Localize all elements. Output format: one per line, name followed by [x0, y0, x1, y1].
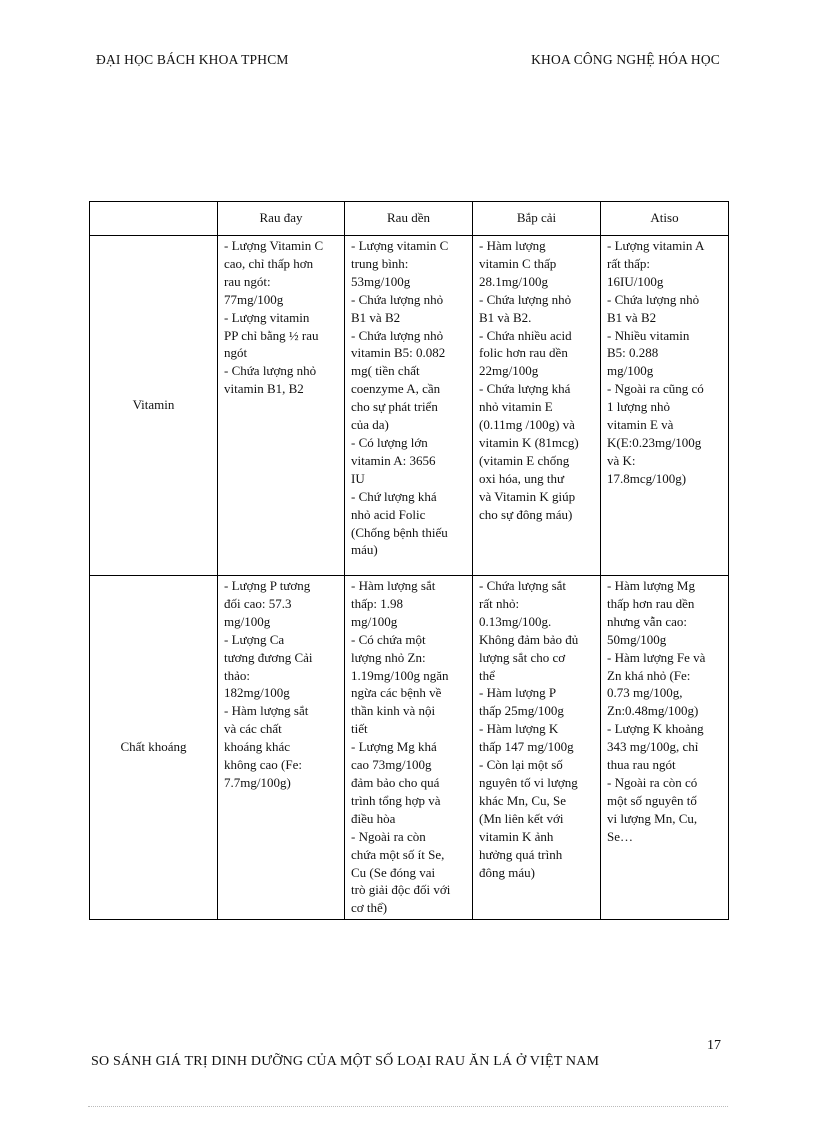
cell-line: K(E:0.23mg/100g [607, 434, 702, 450]
cell-line: Cu (Se đóng vai [351, 864, 436, 880]
cell-line: - Nhiều vitamin [607, 327, 690, 343]
cell-line: thấp 25mg/100g [479, 703, 564, 719]
cell-line: - Hàm lượng P [479, 685, 557, 701]
cell-line: 22mg/100g [479, 363, 539, 379]
cell-line: vitamin B1, B2 [224, 381, 304, 397]
cell-line: rất thấp: [607, 255, 650, 271]
cell-line: vitamin E và [607, 417, 674, 433]
cell-line: mg/100g [351, 613, 398, 629]
cell-line: oxi hóa, ung thư [479, 470, 565, 486]
cell-line: nhỏ acid Folic [351, 506, 426, 522]
cell-line: đông máu) [479, 864, 535, 880]
cell-line: - Chứa lượng nhỏ [607, 291, 700, 307]
cell-line: đảm bảo cho quá [351, 774, 440, 790]
cell-line: hưởng quá trình [479, 846, 563, 862]
cell-line: - Hàm lượng sắt [351, 578, 436, 593]
cell-line: vitamin K ảnh [479, 828, 554, 844]
column-header-atiso: Atiso [601, 202, 729, 236]
cell-line: vi lượng Mn, Cu, [607, 810, 698, 826]
cell-line: mg( tiền chất [351, 363, 420, 379]
cell-line: máu) [351, 542, 378, 558]
cell-line: vitamin K (81mcg) [479, 434, 579, 450]
cell-line: 0.13mg/100g. [479, 613, 552, 629]
cell-line: mg/100g [607, 363, 654, 379]
cell-line: vitamin A: 3656 [351, 452, 436, 468]
row-label-chat-khoang: Chất khoáng [90, 576, 218, 920]
cell-line: Zn khá nhỏ (Fe: [607, 667, 691, 683]
cell-line: vitamin B5: 0.082 [351, 345, 446, 361]
cell-line: - Lượng vitamin A [607, 238, 705, 253]
cell-line: - Chứa lượng sắt [479, 578, 567, 593]
cell-vitamin-atiso [601, 236, 729, 576]
cell-vitamin-bap-cai [473, 236, 601, 576]
cell-khoang-bap-cai [473, 576, 601, 920]
cell-line: không cao (Fe: [224, 757, 302, 773]
cell-line: thấp 147 mg/100g [479, 739, 574, 755]
footer-divider [88, 1106, 728, 1107]
cell-line: Zn:0.48mg/100g) [607, 703, 699, 719]
footer-title: SO SÁNH GIÁ TRỊ DINH DƯỠNG CỦA MỘT SỐ LOẠI RAU ĂN LÁ Ở VIỆT NAM [91, 1054, 600, 1069]
cell-line: cho sự phát triển [351, 399, 438, 415]
table-row-chat-khoang [90, 576, 729, 920]
cell-line: B1 và B2 [607, 309, 657, 325]
cell-line: - Lượng Mg khá [351, 739, 437, 755]
cell-line: - Hàm lượng [479, 238, 546, 253]
cell-line: - Hàm lượng Mg [607, 578, 695, 593]
cell-line: - Chứa nhiều acid [479, 327, 572, 343]
cell-line: 16IU/100g [607, 273, 664, 289]
cell-khoang-rau-den [345, 576, 473, 920]
cell-line: (Chống bệnh thiếu [351, 524, 448, 540]
cell-line: - Còn lại một số [479, 757, 563, 773]
cell-line: - Lượng Vitamin C [224, 238, 324, 253]
cell-line: - Hàm lượng Fe và [607, 649, 706, 665]
cell-line: trò giải độc đối với [351, 882, 451, 898]
cell-line: 17.8mcg/100g) [607, 470, 687, 486]
cell-line: ngót [224, 345, 248, 361]
cell-line: đối cao: 57.3 [224, 595, 292, 611]
cell-line: - Có lượng lớn [351, 434, 428, 450]
cell-line: 28.1mg/100g [479, 273, 548, 289]
cell-line: khác Mn, Cu, Se [479, 792, 567, 808]
cell-line: nguyên tố vi lượng [479, 774, 578, 790]
cell-line: 1.19mg/100g ngăn [351, 667, 449, 683]
cell-line: nhưng vẫn cao: [607, 613, 687, 629]
cell-line: một số nguyên tố [607, 792, 697, 808]
cell-line: thần kinh và nội [351, 703, 436, 719]
cell-line: điều hòa [351, 810, 396, 826]
cell-line: cao, chỉ thấp hơn [224, 255, 314, 271]
cell-line: 53mg/100g [351, 273, 411, 289]
cell-line: rau ngót: [224, 273, 271, 289]
cell-line: B1 và B2. [479, 309, 532, 325]
cell-line: mg/100g [224, 613, 271, 629]
cell-line: (vitamin E chống [479, 452, 570, 468]
cell-line: thấp: 1.98 [351, 595, 403, 611]
cell-line: trình tổng hợp và [351, 792, 441, 808]
cell-line: - Chứa lượng nhỏ [351, 327, 444, 343]
table-row-vitamin [90, 236, 729, 576]
cell-line: cao 73mg/100g [351, 757, 432, 773]
cell-line: - Có chứa một [351, 631, 426, 647]
cell-line: và Vitamin K giúp [479, 488, 576, 504]
cell-line: - Ngoài ra cũng có [607, 381, 704, 397]
cell-line: và các chất [224, 721, 282, 737]
table-header-row [90, 202, 729, 236]
cell-line: folic hơn rau dền [479, 345, 568, 361]
cell-line: B5: 0.288 [607, 345, 659, 361]
cell-line: 7.7mg/100g) [224, 774, 291, 790]
cell-line: - Chứa lượng nhỏ [224, 363, 317, 379]
cell-line: - Chứa lượng khá [479, 381, 571, 397]
cell-line: - Lượng vitamin [224, 309, 310, 325]
cell-line: - Lượng vitamin C [351, 238, 449, 253]
cell-vitamin-rau-day [218, 236, 345, 576]
cell-line: thua rau ngót [607, 757, 676, 773]
cell-line: - Chứa lượng nhỏ [479, 291, 572, 307]
header-institution: ĐẠI HỌC BÁCH KHOA TPHCM [96, 52, 289, 67]
cell-line: và K: [607, 452, 636, 468]
cell-line: vitamin C thấp [479, 255, 557, 271]
cell-line: - Lượng Ca [224, 631, 285, 647]
cell-line: - Hàm lượng K [479, 721, 559, 737]
cell-line: 0.73 mg/100g, [607, 685, 683, 701]
row-label-vitamin: Vitamin [90, 236, 218, 576]
column-header-rau-den: Rau dền [345, 202, 473, 236]
cell-line: coenzyme A, cần [351, 381, 441, 397]
cell-line: B1 và B2 [351, 309, 401, 325]
column-header-bap-cai: Bắp cải [473, 202, 601, 236]
cell-line: 1 lượng nhỏ [607, 399, 671, 415]
cell-line: cho sự đông máu) [479, 506, 573, 522]
cell-line: - Hàm lượng sắt [224, 703, 309, 719]
cell-line: (Mn liên kết với [479, 810, 564, 826]
cell-line: của da) [351, 417, 389, 433]
cell-line: - Ngoài ra còn [351, 828, 426, 844]
page-number: 17 [707, 1038, 721, 1053]
cell-line: - Lượng P tương [224, 578, 311, 593]
column-header-rau-day: Rau đay [218, 202, 345, 236]
cell-vitamin-rau-den [345, 236, 473, 576]
cell-line: rất nhỏ: [479, 595, 520, 611]
cell-line: 77mg/100g [224, 291, 284, 307]
cell-line: thấp hơn rau dền [607, 595, 695, 611]
cell-line: (0.11mg /100g) và [479, 417, 575, 433]
cell-khoang-atiso [601, 576, 729, 920]
cell-line: thể [479, 667, 495, 683]
cell-line: 182mg/100g [224, 685, 290, 701]
cell-line: chứa một số ít Se, [351, 846, 445, 862]
cell-line: cơ thể) [351, 900, 388, 916]
cell-line: lượng sắt cho cơ [479, 649, 566, 665]
cell-line: tiết [351, 721, 368, 737]
cell-line: 50mg/100g [607, 631, 667, 647]
cell-line: IU [351, 470, 365, 486]
column-header-empty [90, 202, 218, 236]
cell-line: lượng nhỏ Zn: [351, 649, 426, 665]
cell-line: nhỏ vitamin E [479, 399, 553, 415]
cell-line: - Chứa lượng nhỏ [351, 291, 444, 307]
cell-line: khoáng khác [224, 739, 291, 755]
cell-line: - Ngoài ra còn có [607, 774, 698, 790]
cell-line: thảo: [224, 667, 250, 683]
cell-line: PP chỉ bằng ½ rau [224, 327, 319, 343]
cell-line: - Chứ lượng khá [351, 488, 437, 504]
cell-khoang-rau-day [218, 576, 345, 920]
cell-line: - Lượng K khoảng [607, 721, 704, 737]
header-department: KHOA CÔNG NGHỆ HÓA HỌC [531, 52, 720, 67]
cell-line: ngừa các bệnh về [351, 685, 442, 701]
cell-line: Không đảm bảo đủ [479, 631, 579, 647]
nutrition-comparison-table [89, 201, 729, 920]
cell-line: 343 mg/100g, chỉ [607, 739, 699, 755]
cell-line: trung bình: [351, 255, 409, 271]
cell-line: tương đương Cải [224, 649, 313, 665]
cell-line: Se… [607, 828, 633, 844]
